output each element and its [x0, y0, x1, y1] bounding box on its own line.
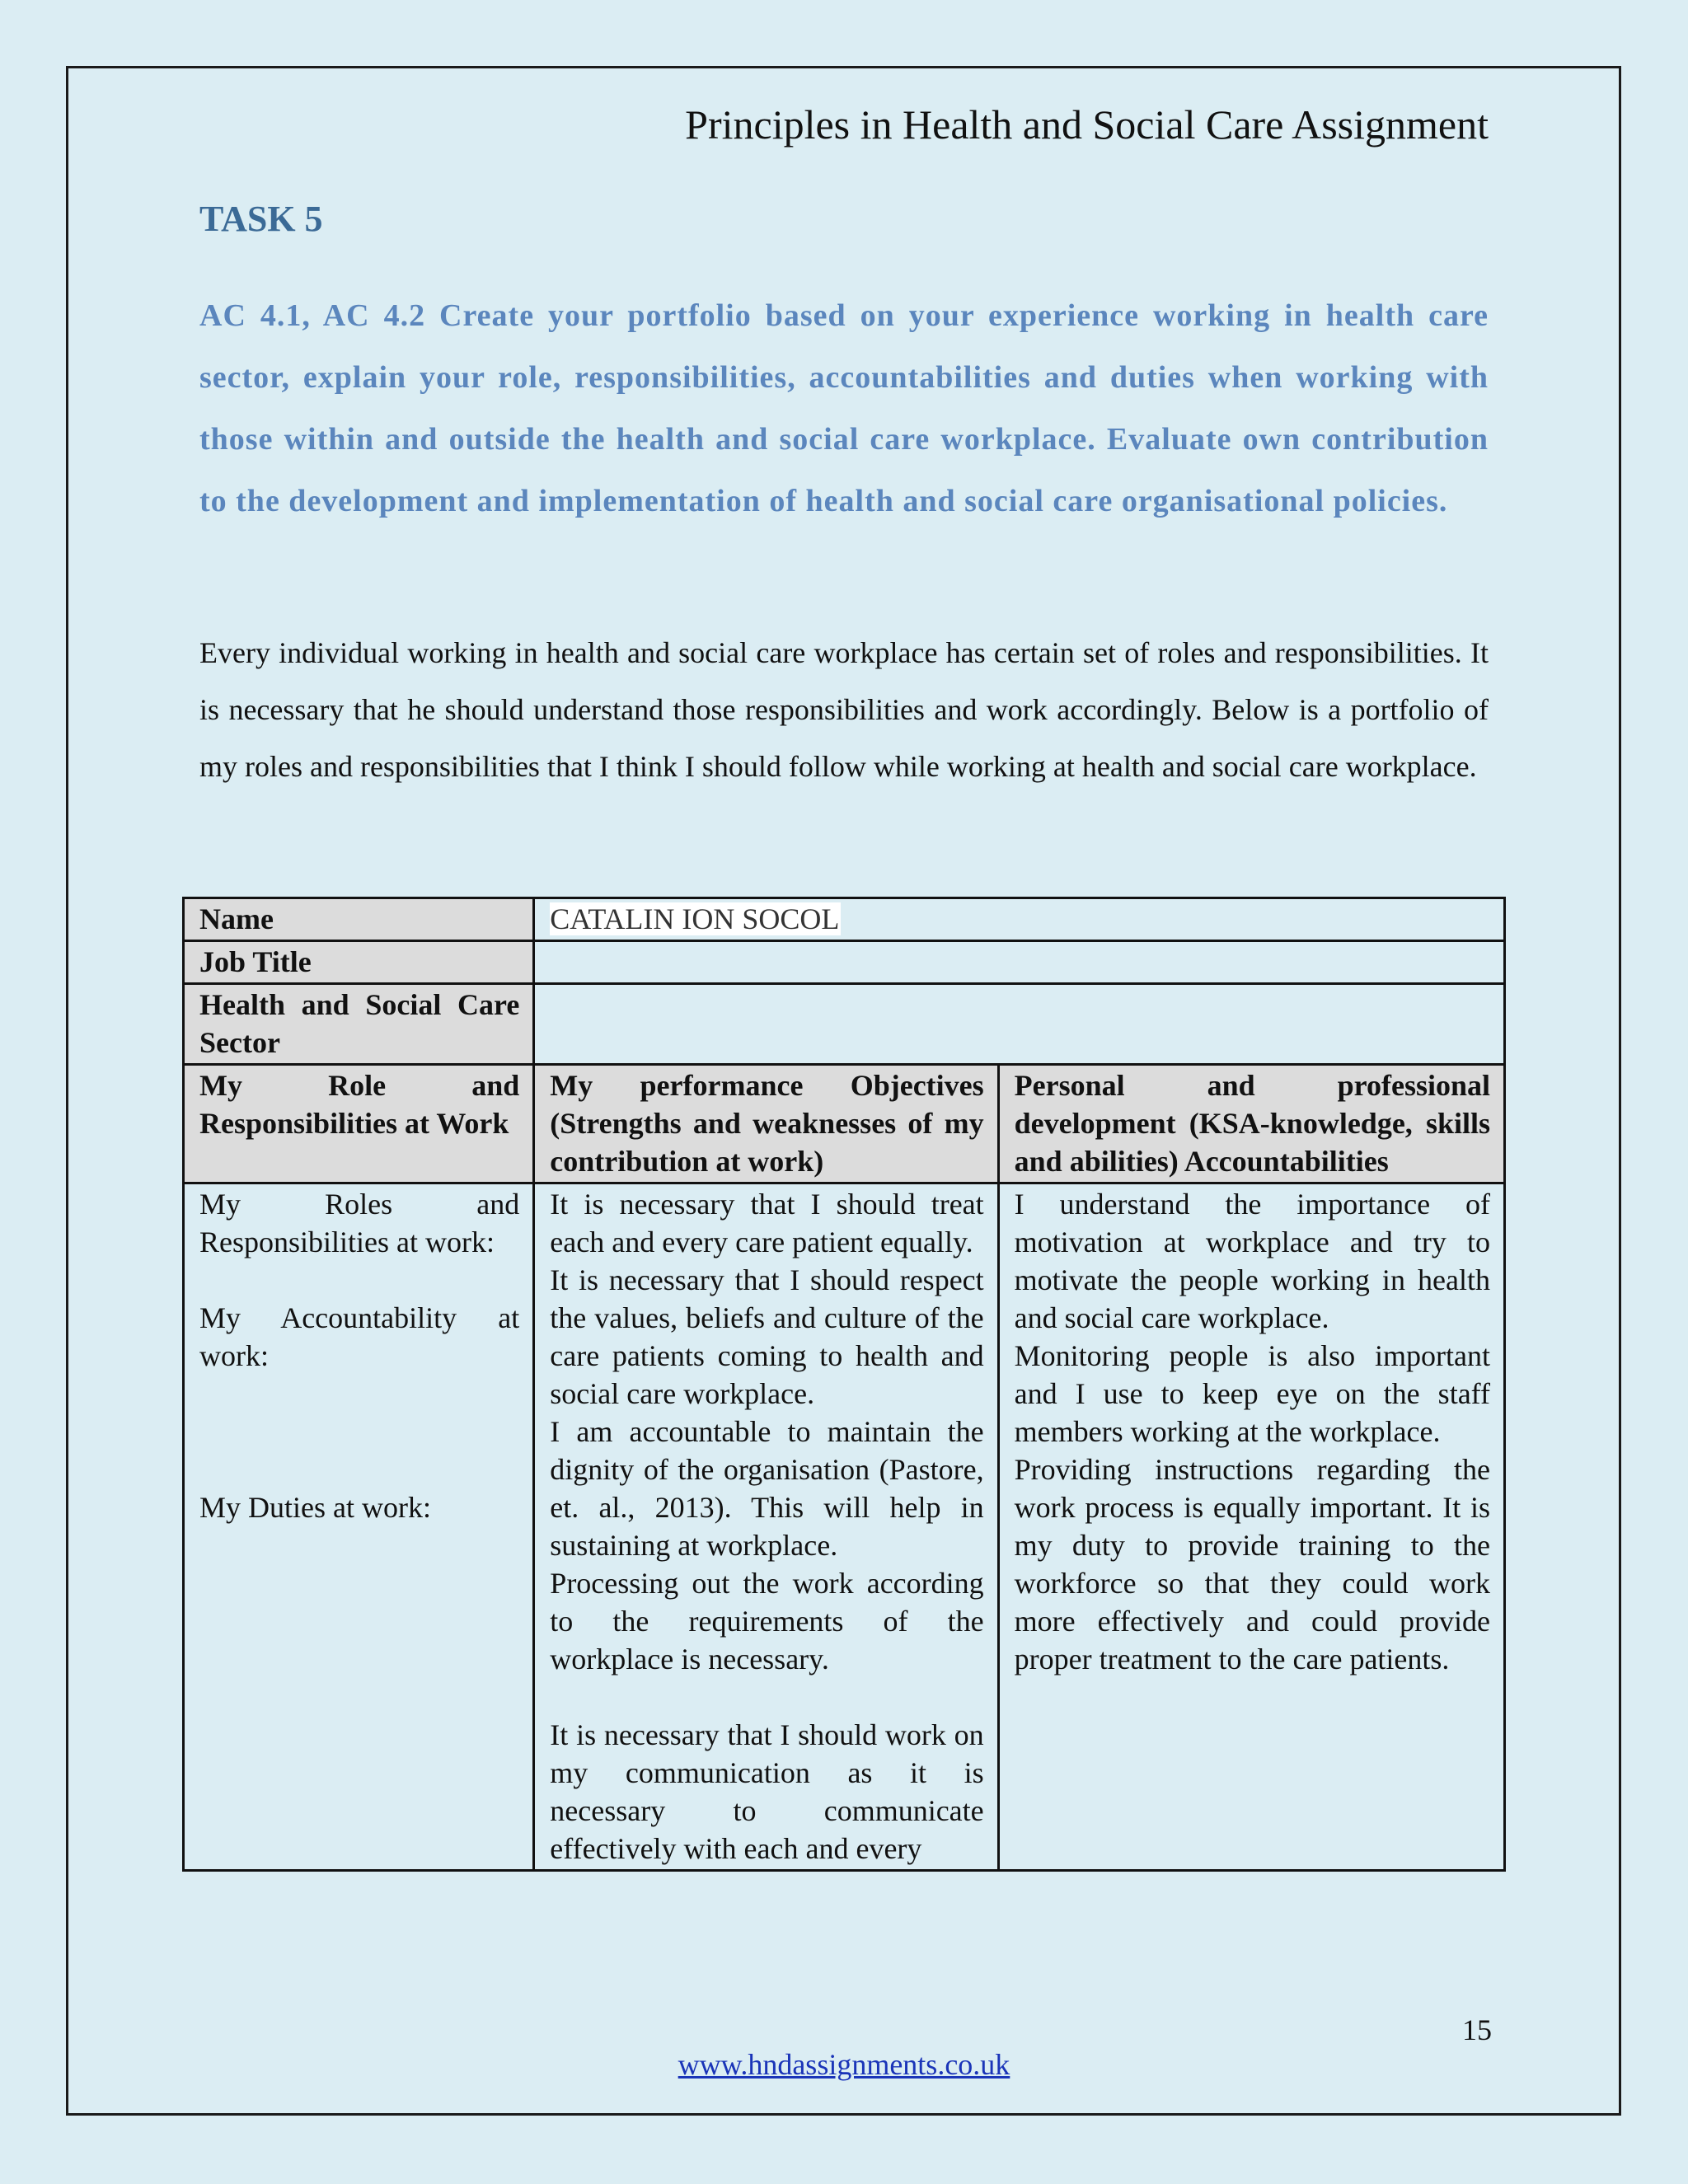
- task-question: AC 4.1, AC 4.2 Create your portfolio based on your experience working in health care sector, explain your role, responsibilities, accountabilities and duties when working with those within and outside the health and social care workplace. Evaluate own contribution to the development and implementation of health and social care organisational policies.: [199, 298, 1489, 518]
- table-row-headers: [184, 1065, 1505, 1183]
- name-label: Name: [184, 898, 534, 941]
- accountability-item: Monitoring people is also important and I use to keep eye on the staff members working at the workplace.: [1014, 1339, 1490, 1448]
- website-link[interactable]: www.hndassignments.co.uk: [678, 2048, 1010, 2081]
- sector-label: Health and Social Care Sector: [184, 984, 534, 1065]
- intro-paragraph: Every individual working in health and social care workplace has certain set of roles and responsibilities. It is necessary that he should understand those responsibilities and work accordingly. Below is a portfolio of my roles and responsibilities that I think I should follow while working at health and social care workplace.: [199, 636, 1489, 783]
- header-personal-development: Personal and professional development (KSA-knowledge, skills and abilities) Accountabilities: [998, 1065, 1504, 1183]
- objective-item: It is necessary that I should work on my communication as it is necessary to communicate effectively with each and every: [550, 1718, 984, 1865]
- task-heading: TASK 5: [199, 199, 323, 239]
- objective-item: It is necessary that I should respect the values, beliefs and culture of the care patients coming to health and social care workplace.: [550, 1263, 984, 1410]
- objective-item: It is necessary that I should treat each and every care patient equally.: [550, 1188, 984, 1258]
- roles-label: My Roles and Responsibilities at work:: [199, 1188, 520, 1258]
- performance-objectives-cell: [534, 1183, 998, 1871]
- table-row-content: [184, 1183, 1505, 1871]
- sector-value: [534, 984, 1505, 1065]
- header-performance-objectives: My performance Objectives (Strengths and weaknesses of my contribution at work): [534, 1065, 998, 1183]
- objective-item: Processing out the work according to the requirements of the workplace is necessary.: [550, 1567, 984, 1675]
- document-header-title: Principles in Health and Social Care Assignment: [685, 101, 1489, 148]
- header-role-responsibilities: My Role and Responsibilities at Work: [184, 1065, 534, 1183]
- portfolio-table: [182, 897, 1506, 1872]
- role-labels-cell: [184, 1183, 534, 1871]
- job-title-label: Job Title: [184, 941, 534, 984]
- accountability-item: Providing instructions regarding the work process is equally important. It is my duty to provide training to the workforce so that they could work more effectively and could provide proper treatment to the care patients.: [1014, 1453, 1490, 1675]
- table-row-job-title: [184, 941, 1505, 984]
- table-row-name: [184, 898, 1505, 941]
- name-value: CATALIN ION SOCOL: [550, 902, 840, 935]
- objective-item: I am accountable to maintain the dignity of the organisation (Pastore, et. al., 2013). This will help in sustaining at workplace.: [550, 1415, 984, 1562]
- name-value-cell: [534, 898, 1505, 941]
- accountability-label: My Accountability at work:: [199, 1301, 520, 1372]
- job-title-value: [534, 941, 1505, 984]
- table-row-sector: [184, 984, 1505, 1065]
- footer: [0, 2047, 1688, 2082]
- duties-label: My Duties at work:: [199, 1491, 431, 1524]
- accountability-item: I understand the importance of motivation at workplace and try to motivate the people working in health and social care workplace.: [1014, 1188, 1490, 1334]
- accountabilities-cell: [998, 1183, 1504, 1871]
- page-number: 15: [1462, 2013, 1492, 2046]
